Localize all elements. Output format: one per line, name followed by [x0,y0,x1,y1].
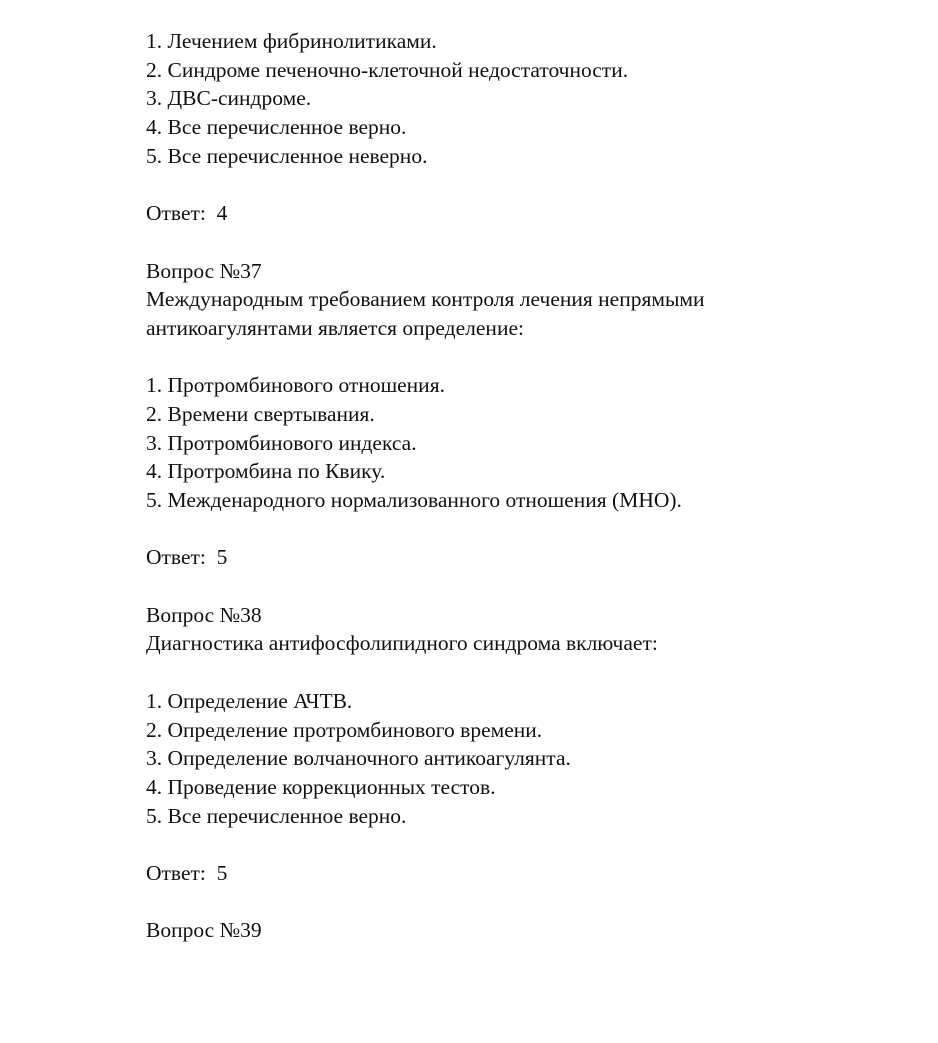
option-4: 4. Проведение коррекционных тестов. [146,774,496,799]
spacer [146,228,906,257]
option-4: 4. Протромбина по Квику. [146,459,386,484]
answer-line: Ответ: 4 [146,201,228,226]
option-1: 1. Определение АЧТВ. [146,688,353,713]
option-5: 5. Межденародного нормализованного отношения (МНО). [146,488,682,512]
question-39-block [146,916,906,945]
spacer [146,888,906,917]
previous-question-block [146,27,906,257]
question-37-block [146,257,906,601]
document-page [146,27,906,945]
option-2: 2. Определение протромбинового времени. [146,717,543,742]
option-5: 5. Все перечисленное верно. [146,803,407,828]
question-heading: Вопрос №37 [146,258,262,283]
option-2: 2. Синдроме печеночно-клеточной недостаточности. [146,57,629,82]
question-text-line-1: Международным требованием контроля лечения непрямыми [146,287,705,312]
option-1: 1. Лечением фибринолитиками. [146,29,437,53]
option-5: 5. Все перечисленное неверно. [146,143,428,168]
spacer [146,170,906,199]
spacer [146,515,906,544]
question-text-line-1: Диагностика антифосфолипидного синдрома включает: [146,631,658,656]
option-3: 3. Определение волчаночного антикоагулянта. [146,746,571,771]
option-4: 4. Все перечисленное верно. [146,115,407,140]
option-1: 1. Протромбинового отношения. [146,373,445,398]
option-2: 2. Времени свертывания. [146,401,375,426]
option-3: 3. ДВС-синдроме. [146,86,312,111]
option-3: 3. Протромбинового индекса. [146,430,417,455]
question-heading: Вопрос №38 [146,602,262,627]
spacer [146,343,906,372]
answer-line: Ответ: 5 [146,545,228,570]
spacer [146,572,906,601]
question-heading: Вопрос №39 [146,918,262,943]
spacer [146,658,906,687]
spacer [146,830,906,859]
question-38-block [146,601,906,917]
question-text-line-2: антикоагулянтами является определение: [146,315,524,340]
answer-line: Ответ: 5 [146,860,228,885]
